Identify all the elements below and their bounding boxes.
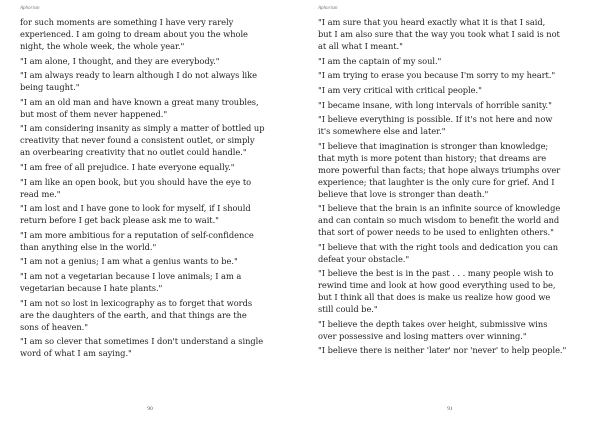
quote-paragraph [20,97,288,121]
quote-paragraph [20,70,288,94]
text-line: "I am an old man and have known a great many troubles, [20,96,259,107]
text-line: "I am not a genius; I am what a genius wants to be." [20,256,238,267]
text-line: "I believe the best is in the past . . . many people wish to [318,268,554,279]
text-line: "I am very critical with critical people." [318,84,482,95]
text-line: "I am alone, I thought, and they are everybody." [20,55,220,66]
quote-paragraph [318,56,586,68]
text-line: "I believe there is neither 'later' nor 'never' to help people." [318,345,567,356]
text-line: "I became insane, with long intervals of horrible sanity." [318,99,552,110]
text-line: but I think all that does is make us realize how good we [318,292,551,303]
text-line: "I am free of all prejudice. I hate everyone equally." [20,161,235,172]
text-column [318,17,586,360]
text-line: "I am like an open book, but you should have the eye to [20,176,252,187]
text-line: "I am more ambitious for a reputation of self-confidence [20,229,254,240]
quote-paragraph [20,17,288,53]
text-line: that myth is more potent than history; that dreams are [318,152,547,163]
text-column [20,17,288,363]
quote-paragraph [318,100,586,112]
text-line: sons of heaven." [20,321,88,332]
page-number: 90 [147,406,153,412]
text-line: "I am considering insanity as simply a matter of bottled up [20,123,265,134]
text-line: word of what I am saying." [20,348,132,359]
text-line: over possessive and losing matters over winning." [318,330,527,341]
text-line: "I am trying to erase you because I'm sorry to my heart." [318,70,556,81]
text-line: "I believe that the brain is an infinite source of knowledge [318,203,561,214]
text-line: defeat your obstacle." [318,253,410,264]
text-line: "I am so clever that sometimes I don't understand a single [20,336,264,347]
text-line: vegetarian because I hate plants." [20,283,163,294]
text-line: "I am lost and I have gone to look for myself, if I should [20,203,251,214]
text-line: believe that love is stronger than death." [318,188,489,199]
text-line: "I believe that with the right tools and dedication you can [318,241,559,252]
text-line: "I am not so lost in lexicography as to forget that words [20,297,253,308]
text-line: "I am the captain of my soul." [318,55,442,66]
text-line: but most of them never happened." [20,108,168,119]
quote-paragraph [318,203,586,239]
text-line: experienced. I am going to dream about you the whole [20,28,248,39]
running-head: Aphorism [20,6,40,11]
quote-paragraph [318,242,586,266]
page-number: 91 [447,406,453,412]
text-line: and can contain so much wisdom to benefit the world and [318,215,560,226]
quote-paragraph [20,298,288,334]
text-line: an overbearing creativity that no outlet could handle." [20,147,247,158]
text-line: than anything else in the world." [20,241,157,252]
text-line: return before I get back please ask me to wait." [20,215,219,226]
text-line: night, the whole week, the whole year." [20,40,185,51]
quote-paragraph [20,56,288,68]
quote-paragraph [318,70,586,82]
running-head: Aphorism [318,6,338,11]
quote-paragraph [318,114,586,138]
quote-paragraph [318,268,586,316]
quote-paragraph [20,256,288,268]
text-line: "I believe the depth takes over height, submissive wins [318,318,548,329]
quote-paragraph [20,162,288,174]
text-line: "I am sure that you heard exactly what it is that I said, [318,17,546,27]
text-line: more powerful than facts; that hope always triumphs over [318,164,561,175]
quote-paragraph [20,271,288,295]
text-line: at all what I meant." [318,40,403,51]
text-line: "I believe everything is possible. If it's not here and now [318,114,553,125]
quote-paragraph [20,123,288,159]
text-line: read me." [20,188,61,199]
text-line: experience; that laughter is the only cure for grief. And I [318,176,555,187]
text-line: "I believe that imagination is stronger than knowledge; [318,140,549,151]
quote-paragraph [318,141,586,201]
text-line: being taught." [20,82,80,93]
text-line: but I am also sure that the way you took what I said is not [318,28,560,39]
quote-paragraph [318,319,586,343]
text-line: are the daughters of the earth, and that things are the [20,309,247,320]
text-line: creativity that never found a consistent outlet, or simply [20,135,255,146]
text-line: "I am not a vegetarian because I love animals; I am a [20,271,242,282]
text-line: for such moments are something I have very rarely [20,17,234,27]
quote-paragraph [20,230,288,254]
quote-paragraph [318,17,586,53]
right-page [300,0,600,424]
quote-paragraph [20,203,288,227]
text-line: it's somewhere else and later." [318,126,446,137]
quote-paragraph [318,345,586,357]
text-line: "I am always ready to learn although I do not always like [20,70,257,81]
text-line: rewind time and look at how good everything used to be, [318,280,556,291]
text-line: still could be." [318,304,378,315]
text-line: that sort of power needs to be used to enlighten others." [318,227,554,238]
quote-paragraph [20,177,288,201]
quote-paragraph [318,85,586,97]
quote-paragraph [20,336,288,360]
